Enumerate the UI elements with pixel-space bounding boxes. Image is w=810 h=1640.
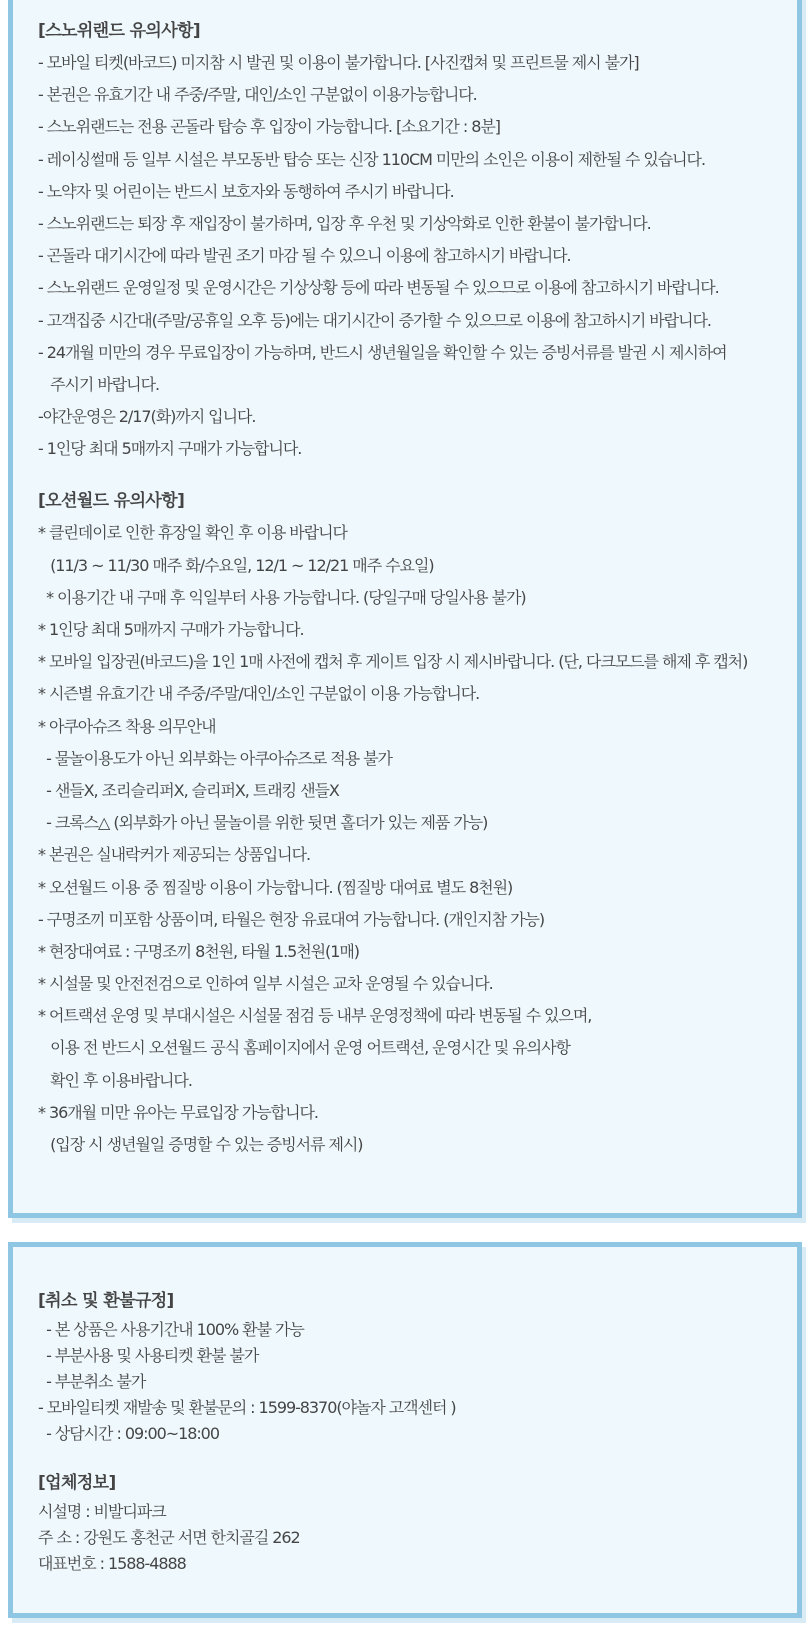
notice-line: 확인 후 이용바랍니다. [38,1070,192,1090]
refund-line: - 부분사용 및 사용티켓 환불 불가 [38,1346,259,1365]
notice-line: * 이용기간 내 구매 후 익일부터 사용 가능합니다. (당일구매 당일사용 불가) [38,587,526,607]
notice-line: 주시기 바랍니다. [38,374,160,394]
company-info-title: [업체정보] [38,1473,116,1493]
notice-line: - 스노위랜드는 퇴장 후 재입장이 불가하며, 입장 후 우천 및 기상악화로 인한 환불이 불가합니다. [38,213,651,233]
notice-line: * 36개월 미만 유아는 무료입장 가능합니다. [38,1102,318,1122]
notice-line: -야간운영은 2/17(화)까지 입니다. [38,407,256,427]
section-gap [38,465,797,485]
company-info-line: 주 소 : 강원도 홍천군 서면 한치골길 262 [38,1528,300,1547]
oceanworld-notice-list [38,517,797,1161]
oceanworld-notice-title: [오션월드 유의사항] [38,491,185,512]
notice-line: - 곤돌라 대기시간에 따라 발권 조기 마감 될 수 있으니 이용에 참고하시기 바랍니다. [38,246,571,266]
notice-line: (입장 시 생년월일 증명할 수 있는 증빙서류 제시) [38,1135,363,1154]
notice-line: - 샌들X, 조리슬리퍼X, 슬리퍼X, 트래킹 샌들X [38,780,339,800]
section-gap [38,1447,797,1467]
refund-line: - 모바일티켓 재발송 및 환불문의 : 1599-8370(야놀자 고객센터 ) [38,1398,456,1417]
notice-line: - 고객집중 시간대(주말/공휴일 오후 등)에는 대기시간이 증가할 수 있으므로 이용에 참고하시기 바랍니다. [38,310,711,330]
notice-line: - 모바일 티켓(바코드) 미지참 시 발권 및 이용이 불가합니다. [사진캡쳐 및 프린트물 제시 불가] [38,53,639,72]
notice-line: * 아쿠아슈즈 착용 의무안내 [38,716,216,736]
notice-line: - 24개월 미만의 경우 무료입장이 가능하며, 반드시 생년월일을 확인할 수 있는 증빙서류를 발권 시 제시하여 [38,342,727,362]
notice-line: - 크록스△ (외부화가 아닌 물놀이를 위한 뒷면 홀더가 있는 제품 가능) [38,813,488,833]
notice-box-top [8,0,802,1218]
notice-line: - 1인당 최대 5매까지 구매가 가능합니다. [38,439,302,459]
notice-line: 이용 전 반드시 오션월드 공식 홈페이지에서 운영 어트랙션, 운영시간 및 유의사항 [38,1038,570,1058]
notice-line: * 현장대여료 : 구명조끼 8천원, 타월 1.5천원(1매) [38,941,359,961]
notice-line: * 시즌별 유효기간 내 주중/주말/대인/소인 구분없이 이용 가능합니다. [38,684,480,704]
notice-box-bottom [8,1242,802,1618]
company-info-line: 대표번호 : 1588-4888 [38,1554,186,1573]
company-info-list [38,1499,797,1577]
notice-line: - 스노위랜드 운영일정 및 운영시간은 기상상황 등에 따라 변동될 수 있으므로 이용에 참고하시기 바랍니다. [38,278,719,298]
notice-line: * 시설물 및 안전전검으로 인하여 일부 시설은 교차 운영될 수 있습니다. [38,974,493,994]
notice-line: * 어트랙션 운영 및 부대시설은 시설물 점검 등 내부 운영정책에 따라 변동될 수 있으며, [38,1006,592,1026]
notice-line: - 노약자 및 어린이는 반드시 보호자와 동행하여 주시기 바랍니다. [38,181,454,201]
notice-line: * 본권은 실내락커가 제공되는 상품입니다. [38,845,311,865]
notice-line: * 모바일 입장권(바코드)을 1인 1매 사전에 캡처 후 게이트 입장 시 제시바랍니다. (단, 다크모드를 해제 후 캡처) [38,652,748,672]
refund-policy-title: [취소 및 환불규정] [38,1291,174,1311]
notice-line: - 레이싱썰매 등 일부 시설은 부모동반 탑승 또는 신장 110CM 미만의 소인은 이용이 제한될 수 있습니다. [38,149,705,169]
notice-line: * 1인당 최대 5매까지 구매가 가능합니다. [38,620,304,639]
refund-policy-list [38,1317,797,1447]
refund-line: - 본 상품은 사용기간내 100% 환불 가능 [38,1320,304,1339]
refund-line: - 상담시간 : 09:00~18:00 [38,1424,219,1443]
snowyland-notice-list [38,47,797,465]
notice-line: - 본권은 유효기간 내 주중/주말, 대인/소인 구분없이 이용가능합니다. [38,85,477,105]
notice-line: - 물놀이용도가 아닌 외부화는 아쿠아슈즈로 적용 불가 [38,748,392,768]
notice-line: - 구명조끼 미포함 상품이며, 타월은 현장 유료대여 가능합니다. (개인지참 가능) [38,909,545,929]
notice-line: * 클린데이로 인한 휴장일 확인 후 이용 바랍니다 [38,523,347,543]
company-info-line: 시설명 : 비발디파크 [38,1502,166,1521]
notice-line: (11/3 ~ 11/30 매주 화/수요일, 12/1 ~ 12/21 매주 수요일) [38,555,434,575]
notice-line: * 오션월드 이용 중 찜질방 이용이 가능합니다. (찜질방 대여료 별도 8천원) [38,877,513,897]
snowyland-notice-title: [스노위랜드 유의사항] [38,21,201,41]
refund-line: - 부분취소 불가 [38,1372,146,1391]
notice-line: - 스노위랜드는 전용 곤돌라 탑승 후 입장이 가능합니다. [소요기간 : 8분] [38,117,500,137]
